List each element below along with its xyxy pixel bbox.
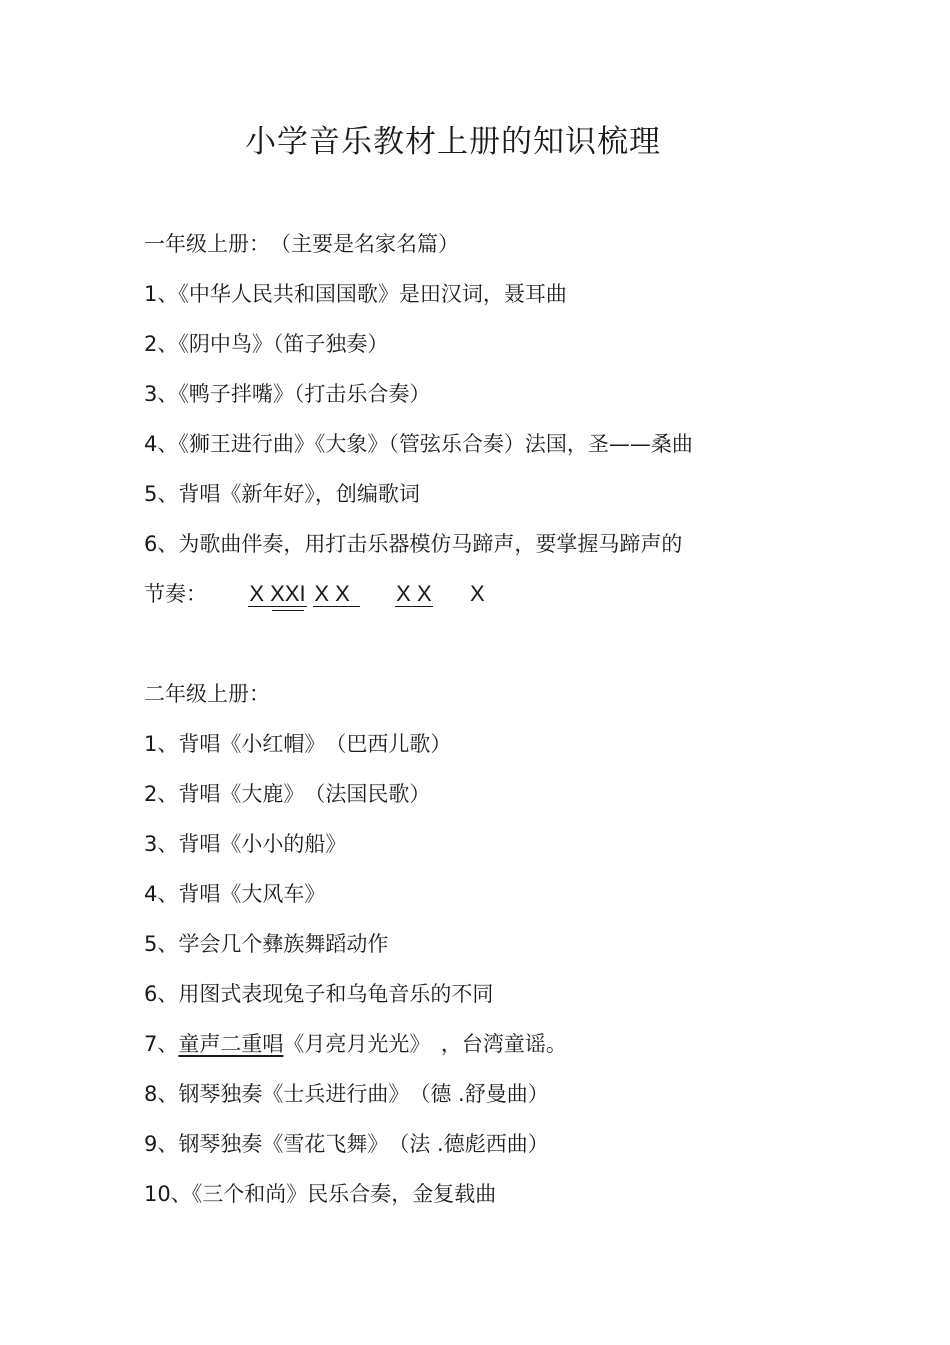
grade2-item-6: 6、用图式表现兔子和乌龟音乐的不同 <box>144 982 494 1006</box>
grade2-item-10: 10、《三个和尚》民乐合奏，金复载曲 <box>144 1182 497 1206</box>
grade1-item-4: 4、《狮王进行曲》《大象》（管弦乐合奏）法国，圣——桑曲 <box>144 432 693 456</box>
grade2-item-7: 7、童声二重唱《月亮月光光》 ，台湾童谣。 <box>144 1032 567 1056</box>
grade2-item-1: 1、背唱《小红帽》 （巴西儿歌） <box>144 732 452 756</box>
grade2-item-3: 3、背唱《小小的船》 <box>144 832 347 856</box>
grade1-heading: 一年级上册： （主要是名家名篇） <box>144 232 459 256</box>
grade2-item-8: 8、钢琴独奏《士兵进行曲》 （德 .舒曼曲） <box>144 1082 549 1106</box>
grade2-item-5: 5、学会几个彝族舞蹈动作 <box>144 932 389 956</box>
item7-underlined-text: 童声二重唱 <box>178 1032 284 1056</box>
rhythm-label: 节奏： <box>144 582 207 606</box>
grade2-item-4: 4、背唱《大风车》 <box>144 882 326 906</box>
grade2-item-2: 2、背唱《大鹿》 （法国民歌） <box>144 782 431 806</box>
grade1-item-6: 6、为歌曲伴奏，用打击乐器模仿马蹄声，要掌握马蹄声的 <box>144 532 683 556</box>
grade1-item-2: 2、《阴中鸟》（笛子独奏） <box>144 332 389 356</box>
rhythm-group-3: X X <box>396 581 432 606</box>
grade2-heading: 二年级上册： <box>144 682 270 706</box>
grade1-item-3: 3、《鸭子拌嘴》（打击乐合奏） <box>144 382 431 406</box>
grade1-item-1: 1、《中华人民共和国国歌》是田汉词，聂耳曲 <box>144 282 567 306</box>
rhythm-group-2: X X <box>313 582 359 607</box>
grade1-item-5: 5、背唱《新年好》，创编歌词 <box>144 482 420 506</box>
rhythm-single: X <box>470 581 485 606</box>
grade2-item-9: 9、钢琴独奏《雪花飞舞》 （法 .德彪西曲） <box>144 1132 549 1156</box>
rhythm-line <box>144 579 485 609</box>
rhythm-bar: I <box>299 581 306 606</box>
rhythm-group-1: X XXI <box>249 581 306 606</box>
page-title: 小学音乐教材上册的知识梳理 <box>245 124 661 160</box>
